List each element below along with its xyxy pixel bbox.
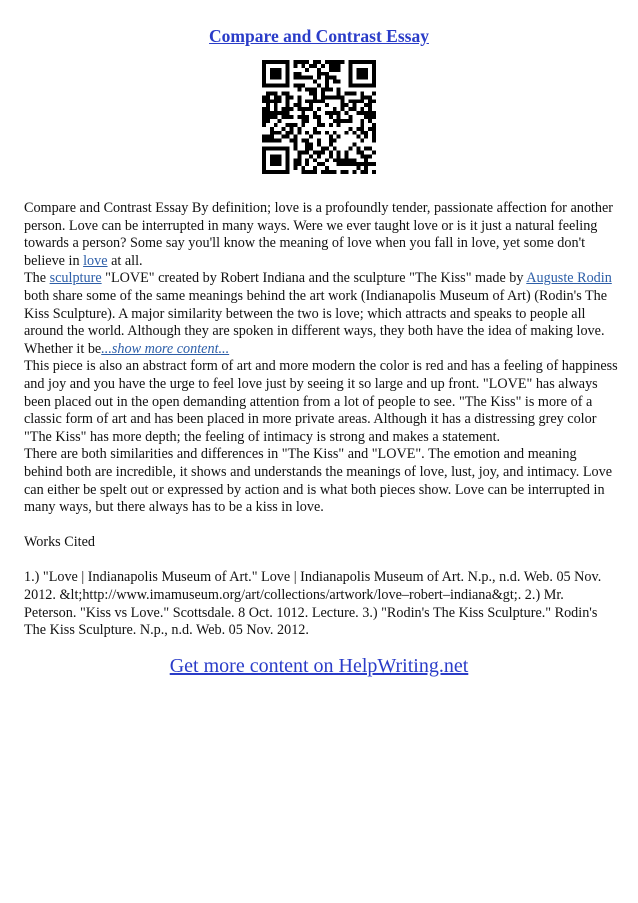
essay-body xyxy=(24,200,618,640)
paragraph-1: Compare and Contrast Essay By definition; love is a profoundly tender, passionate affection for another person. Love can be interrupted in many ways. Were we ever taught love or is it just a natural feeling towards a person? Some say you'll know the meaning of love when you fall in love, yet some don't believe in love at all. xyxy=(24,200,613,269)
qr-code-icon xyxy=(262,60,376,174)
paragraph-2: The sculpture "LOVE" created by Robert Indiana and the sculpture "The Kiss" made by Auguste Rodin both share some of the same meanings behind the art work (Indianapolis Museum of Art) (Rodin's The Kiss Sculpture). A major similarity between the two is love; which attracts and speaks to people all around the world. Although they are spoken in different ways, they both have the idea of making love. Whether it be...show more content... xyxy=(24,270,612,357)
helpwriting-link[interactable]: Get more content on HelpWriting.net xyxy=(169,655,469,677)
works-cited-heading: Works Cited xyxy=(24,534,95,551)
paragraph-4: There are both similarities and differences in "The Kiss" and "LOVE". The emotion and meaning behind both are incredible, it shows and understands the meanings of love, lust, joy, and intimacy. Love can either be spelt out or expressed by action and is what both pieces show. Love can be interrupted in many ways, but there always has to be a kiss in love. xyxy=(24,446,612,516)
love-link[interactable]: love xyxy=(83,252,108,269)
paragraph-3: This piece is also an abstract form of art and more modern the color is red and has a feeling of happiness and joy and you have the urge to feel love just by seeing it so large and up front. "LOVE" has always been placed out in the open demanding attention from a lot of people to see. "The Kiss" is more of a classic form of art and has been placed in more private areas. Although it has a distressing grey color "The Kiss" has more depth; the feeling of intimacy is strong and makes a statement. xyxy=(24,358,618,445)
sculpture-link[interactable]: sculpture xyxy=(49,270,102,287)
footer xyxy=(0,655,638,678)
show-more-link[interactable]: ...show more content... xyxy=(101,340,230,357)
auguste-rodin-link[interactable]: Auguste Rodin xyxy=(526,270,612,287)
title-link[interactable]: Compare and Contrast Essay xyxy=(209,26,429,46)
page-title xyxy=(0,26,638,47)
citations: 1.) "Love | Indianapolis Museum of Art." Love | Indianapolis Museum of Art. N.p., n.d. Web. 05 Nov. 2012. &lt;http://www.imamuseum.org/art/collections/artwork/love–robert–indiana&gt;. 2.) Mr. Peterson. "Kiss vs Love." Scottsdale. 8 Oct. 1012. Lecture. 3.) "Rodin's The Kiss Sculpture." Rodin's The Kiss Sculpture. N.p., n.d. Web. 05 Nov. 2012. xyxy=(24,569,602,639)
